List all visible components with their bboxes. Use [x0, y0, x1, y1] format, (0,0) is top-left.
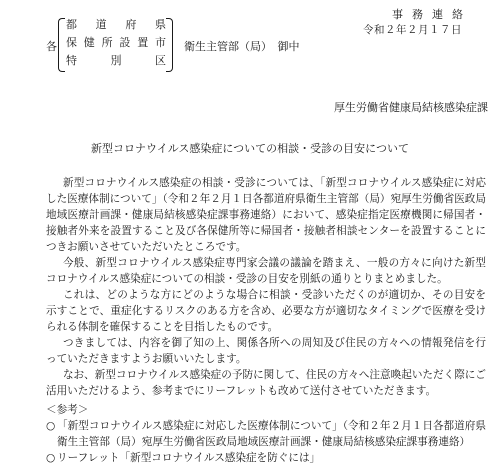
reference-item [46, 450, 486, 466]
body-paragraph: 今般、新型コロナウイルス感染症専門家会議の議論を踏まえ、一般の方々に向けた新型コロナウイルス感染症についての相談・受診の目安を別紙の通りとりまとめました。 [46, 257, 486, 285]
reference-bullet: ○ [46, 420, 56, 432]
body-text [46, 175, 486, 399]
addressee-block [46, 14, 326, 78]
references-heading: ＜参考＞ [46, 404, 89, 416]
addressee-lines [66, 16, 166, 70]
reference-text: リーフレット「新型コロナウイルス感染症を防ぐには」 [57, 452, 321, 464]
reference-bullet: ○ [46, 452, 56, 464]
addressee-line: 都道府県 [66, 18, 166, 31]
document-date: 令和２年２月１７日 [363, 24, 462, 36]
body-paragraph: つきましては、内容を御了知の上、関係各所への周知及び住民の方々への情報発信を行っていただきますようお願いいたします。 [46, 337, 486, 365]
addressee-line: 特別区 [66, 54, 166, 67]
body-paragraph: 新型コロナウイルス感染症の相談・受診については、「新型コロナウイルス感染症に対応した医療体制について」（令和２年２月１日各都道府県衛生主管部（局）宛厚生労働省医政局地域医療計画課・健康局結核感染症課事務連絡）において、感染症指定医療機関に帰国者・接触者外来を設置すること及び各保健所等に帰国者・接触者相談センターを設置することにつきお願いさせていただいたところです。 [46, 177, 486, 253]
reference-text: 「新型コロナウイルス感染症に対応した医療体制について」（令和２年２月１日各都道府県衛生主管部（局）宛厚生労働省医政局地域医療計画課・健康局結核感染症課事務連絡） [57, 420, 486, 448]
sender-name: 厚生労働省健康局結核感染症課 [334, 101, 488, 114]
body-paragraph: これは、どのような方にどのような場合に相談・受診いただくのが適切か、その目安を示すことで、重症化するリスクのある方を含め、必要な方が適切なタイミングで医療を受けられる体制を確保することを目指したものです。 [46, 289, 486, 333]
document-type-label: 事務連絡 [392, 8, 472, 21]
addressee-prefix: 各 [46, 40, 57, 53]
body-paragraph: なお、新型コロナウイルス感染症の予防に関して、住民の方々へ注意喚起いただく際にご活用いただけるよう、参考までにリーフレットも改めて送付させていただきます。 [46, 369, 486, 397]
references-section [46, 402, 486, 466]
addressee-suffix: 衛生主管部（局） 御中 [184, 40, 300, 53]
subject-title: 新型コロナウイルス感染症についての相談・受診の目安について [91, 142, 409, 155]
addressee-left-bracket [58, 18, 65, 72]
addressee-right-bracket [166, 18, 173, 72]
addressee-line: 保健所設置市 [66, 36, 166, 49]
reference-item [46, 418, 486, 450]
